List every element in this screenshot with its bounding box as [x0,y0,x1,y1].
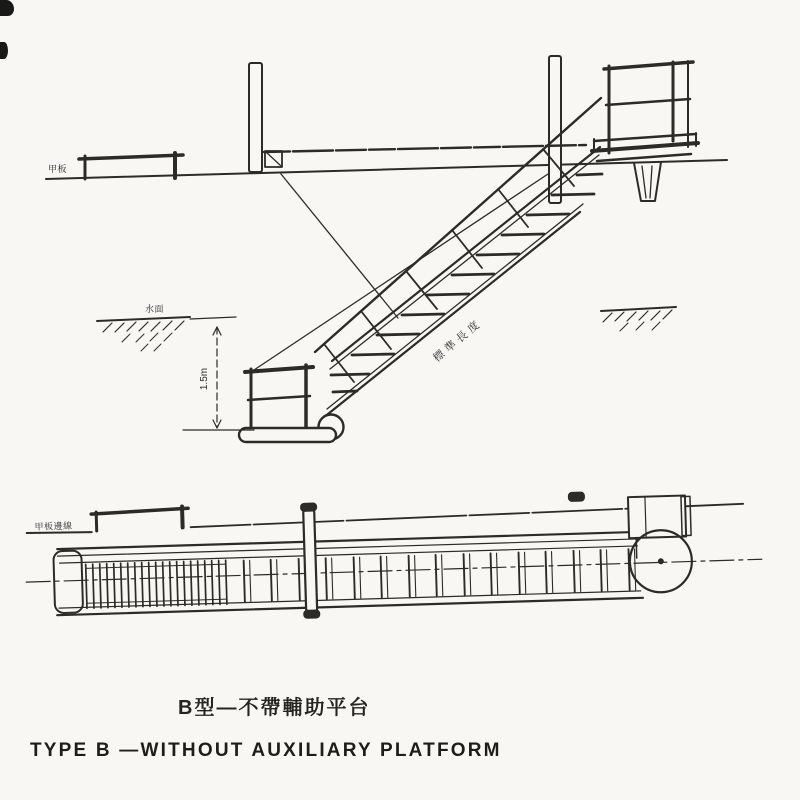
ladder-treads [331,174,602,392]
side-elevation-view [46,56,727,442]
water-surface-label: 水面 [145,304,165,314]
plan-rungs [244,549,636,602]
plan-centerline [26,559,762,582]
davit-foot [265,151,282,167]
height-dimension [183,317,254,430]
deck-edge-label: 甲板邊線 [34,520,73,532]
scan-artifact-blob [0,42,8,59]
deck-label: 甲板 [48,164,68,174]
hoist-eye-knob [568,491,585,501]
water-surface-right [601,307,676,331]
fall-wire-forward [281,174,398,318]
scan-artifact-blob [0,0,14,16]
ladder-length-label: 標準長度 [431,316,485,365]
platform-support-bracket [634,162,661,201]
deck-line [46,160,727,179]
ladder-plan-body [53,532,643,615]
caption-english: TYPE B —WITHOUT AUXILIARY PLATFORM [30,740,502,761]
water-surface-left [97,317,190,351]
davit-post-forward [249,63,262,172]
platform-plan [628,495,692,558]
caption-chinese: B型—不帶輔助平台 [178,697,371,719]
plan-left-end-cap [53,550,83,613]
plan-view [24,486,763,627]
deck-rail-plan [91,506,189,531]
ladder-handrail [315,98,601,352]
turntable-pivot-dot [658,558,664,564]
upper-platform [592,61,698,201]
stay-wire [264,145,586,152]
height-dimension-label: 1.5m [199,367,210,391]
